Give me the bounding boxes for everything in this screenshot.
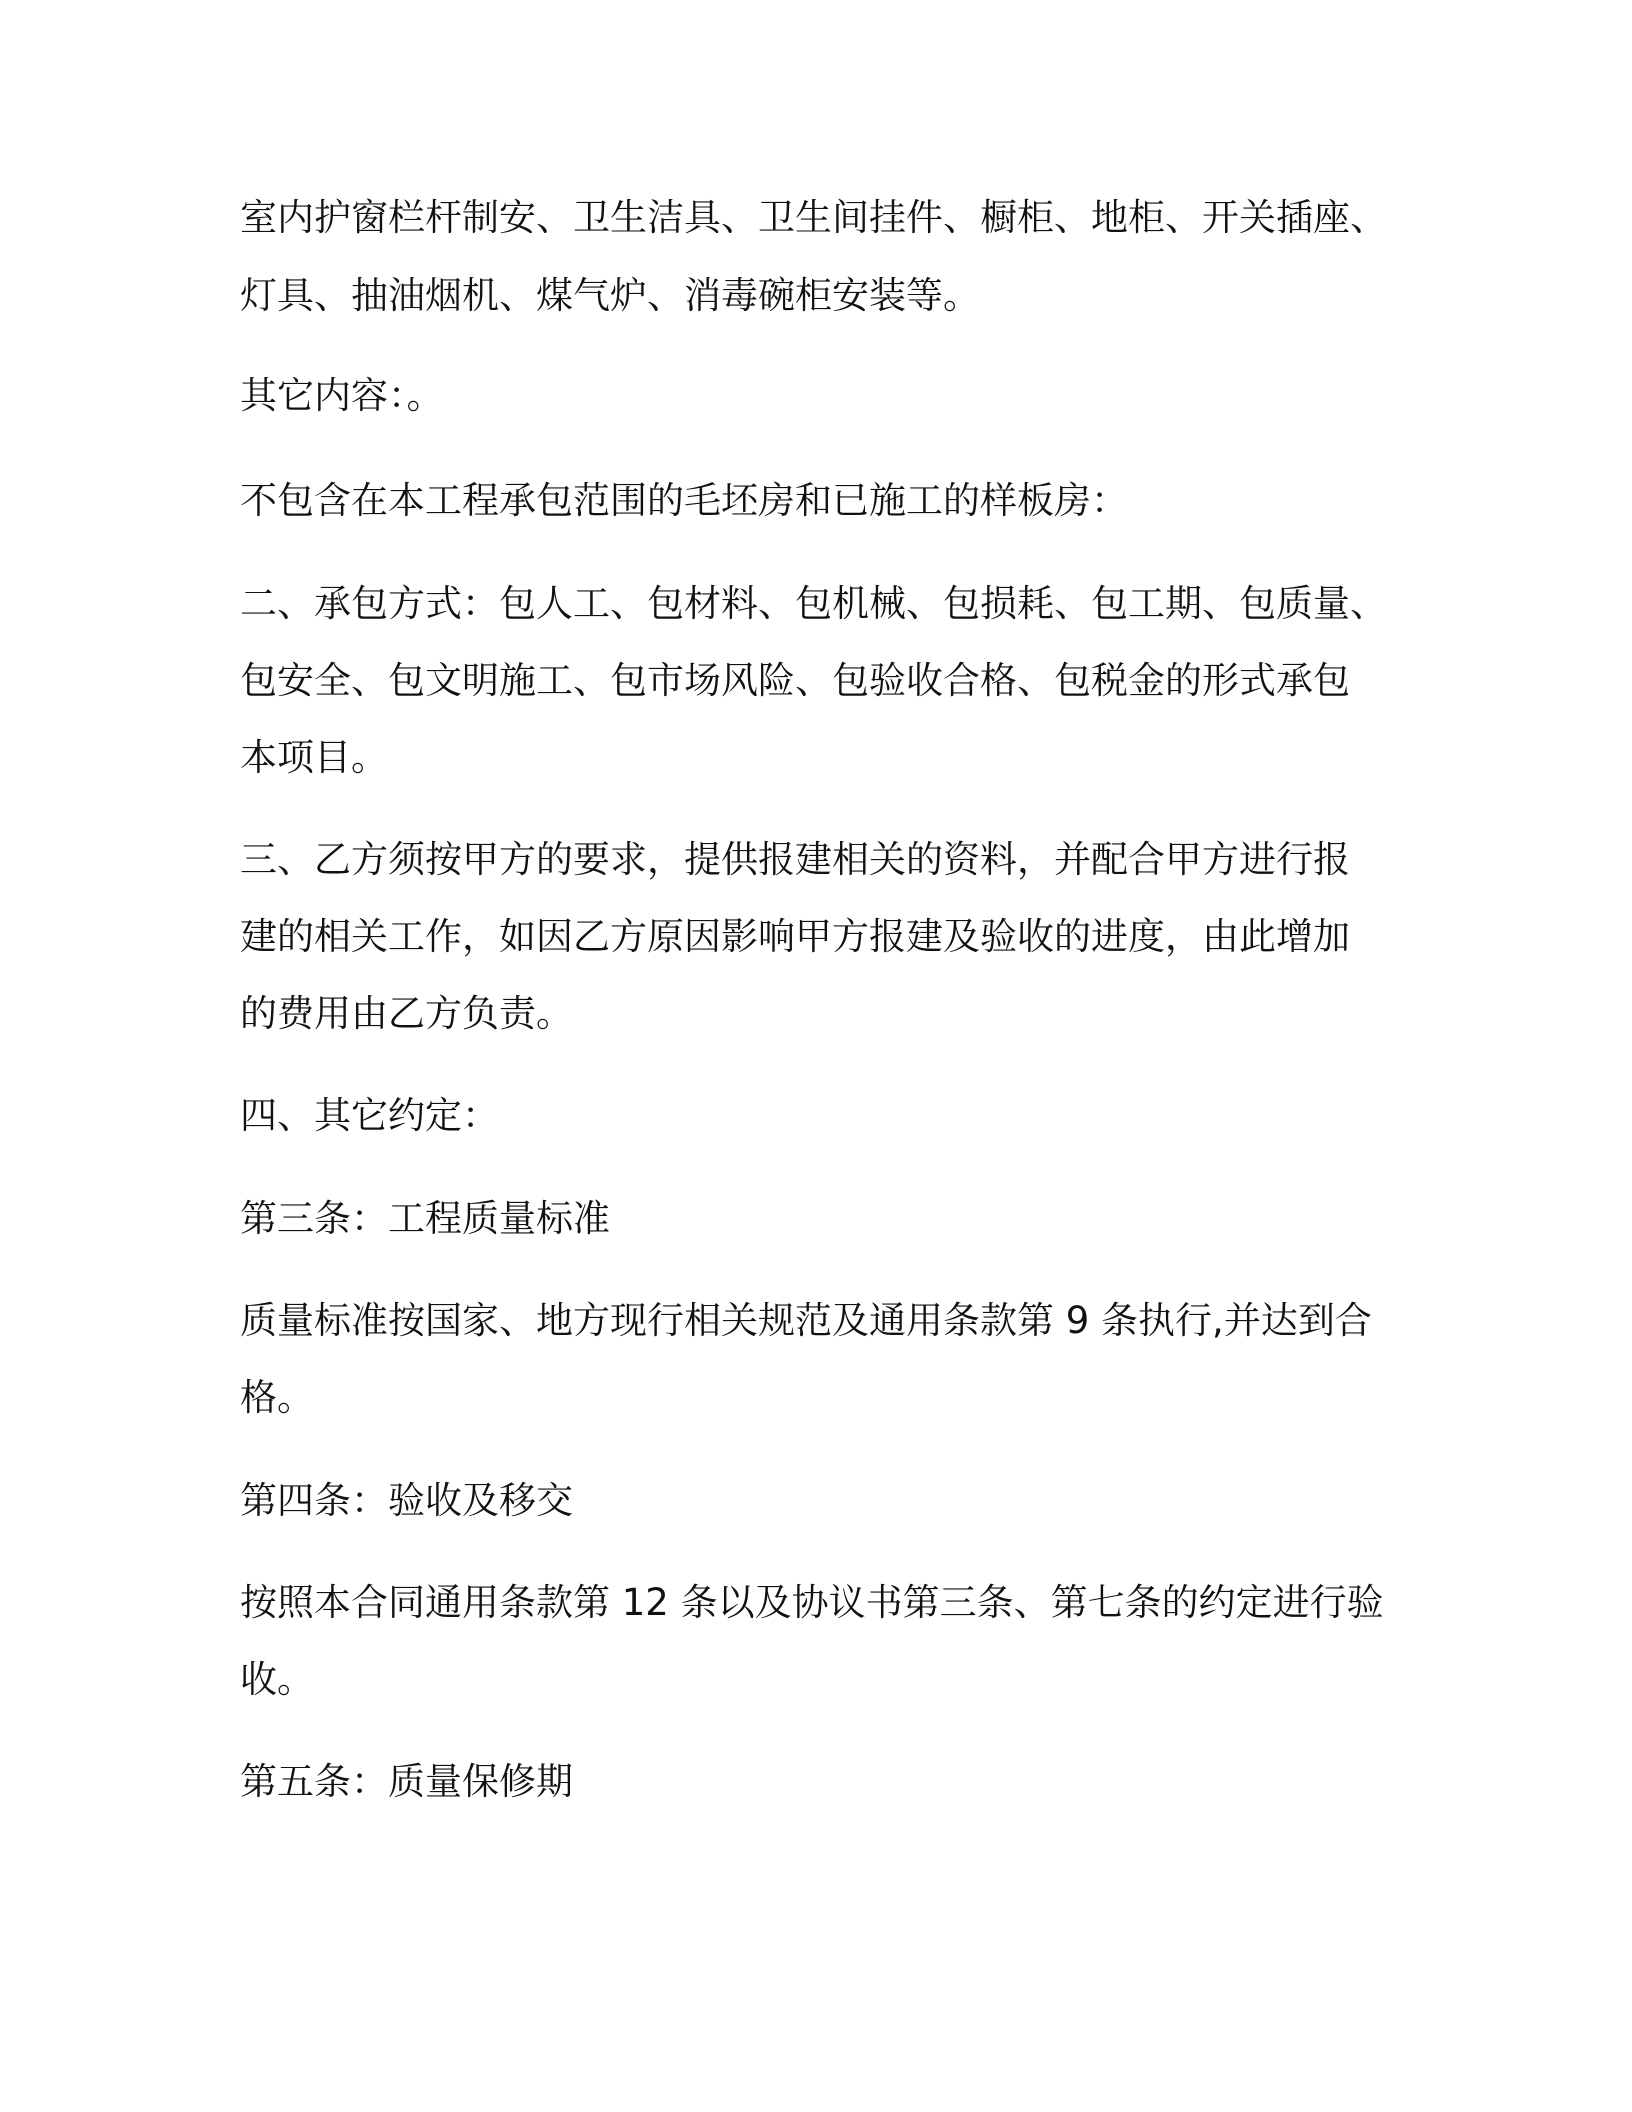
text-line: 其它内容：。 <box>240 374 444 417</box>
section-heading: 第四条：验收及移交 <box>240 1479 573 1522</box>
text-line: 建的相关工作，如因乙方原因影响甲方报建及验收的进度，由此增加 <box>240 915 1350 958</box>
section-heading: 第五条：质量保修期 <box>240 1760 573 1803</box>
text-line: 格。 <box>240 1376 314 1419</box>
text-line: 灯具、抽油烟机、煤气炉、消毒碗柜安装等。 <box>240 274 980 317</box>
text-line: 不包含在本工程承包范围的毛坯房和已施工的样板房： <box>240 479 1128 522</box>
text-line: 质量标准按国家、地方现行相关规范及通用条款第 9 条执行,并达到合 <box>240 1299 1372 1342</box>
text-line: 四、其它约定： <box>240 1094 499 1137</box>
text-line: 室内护窗栏杆制安、卫生洁具、卫生间挂件、橱柜、地柜、开关插座、 <box>240 196 1387 239</box>
text-line: 二、承包方式：包人工、包材料、包机械、包损耗、包工期、包质量、 <box>240 582 1387 625</box>
text-line: 按照本合同通用条款第 12 条以及协议书第三条、第七条的约定进行验 <box>240 1581 1384 1624</box>
text-line: 收。 <box>240 1658 314 1701</box>
text-line: 的费用由乙方负责。 <box>240 992 573 1035</box>
text-line: 包安全、包文明施工、包市场风险、包验收合格、包税金的形式承包 <box>240 659 1350 702</box>
section-heading: 第三条：工程质量标准 <box>240 1197 610 1240</box>
text-line: 本项目。 <box>240 736 388 779</box>
text-line: 三、乙方须按甲方的要求，提供报建相关的资料，并配合甲方进行报 <box>240 838 1350 881</box>
